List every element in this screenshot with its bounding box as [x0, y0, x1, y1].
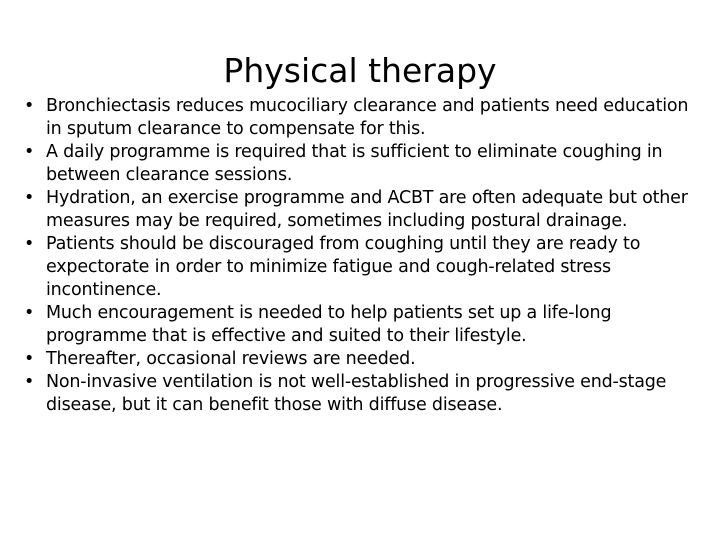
bullet-icon: • [24, 303, 35, 323]
bullet-item [24, 95, 704, 141]
bullet-icon: • [24, 142, 35, 162]
bullet-list [24, 95, 704, 417]
bullet-text: Non-invasive ventilation is not well-established in progressive end-stage disease, but it can benefit those with diffuse disease. [46, 372, 667, 415]
bullet-item [24, 302, 704, 348]
bullet-text: Thereafter, occasional reviews are needed. [46, 349, 416, 369]
bullet-item [24, 187, 704, 233]
bullet-item [24, 371, 704, 417]
bullet-text: Patients should be discouraged from coughing until they are ready to expectorate in order to minimize fatigue and cough-related stress incontinence. [46, 234, 641, 300]
bullet-icon: • [24, 96, 35, 116]
bullet-text: Bronchiectasis reduces mucociliary clearance and patients need education in sputum clearance to compensate for this. [46, 96, 689, 139]
bullet-item [24, 233, 704, 302]
bullet-item [24, 348, 704, 371]
bullet-text: Much encouragement is needed to help patients set up a life-long programme that is effective and suited to their lifestyle. [46, 303, 612, 346]
bullet-item [24, 141, 704, 187]
bullet-icon: • [24, 188, 35, 208]
bullet-icon: • [24, 234, 35, 254]
bullet-icon: • [24, 349, 35, 369]
slide-title: Physical therapy [223, 51, 497, 91]
bullet-icon: • [24, 372, 35, 392]
bullet-text: A daily programme is required that is sufficient to eliminate coughing in between clearance sessions. [46, 142, 663, 185]
bullet-text: Hydration, an exercise programme and ACBT are often adequate but other measures may be required, sometimes including postural drainage. [46, 188, 688, 231]
